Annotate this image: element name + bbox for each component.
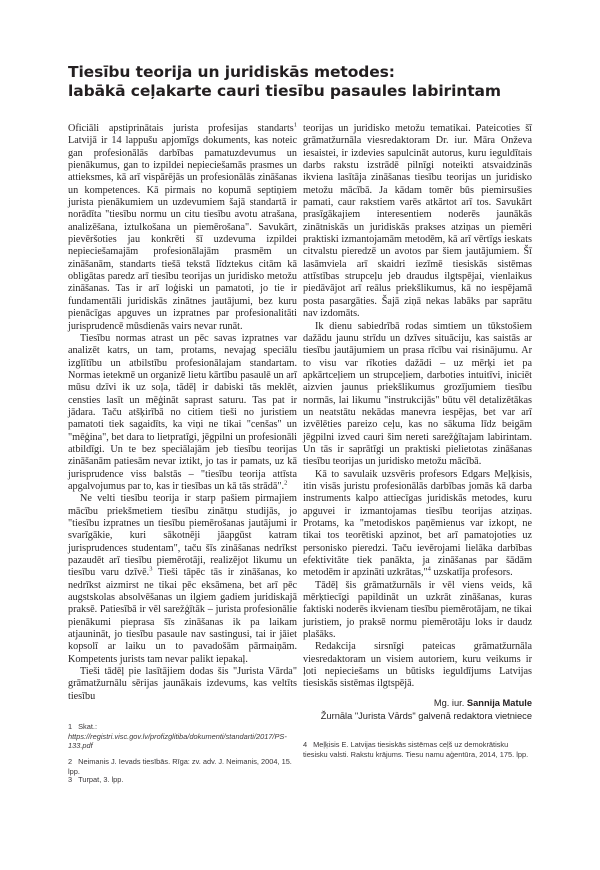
- footnote-3: [68, 775, 297, 785]
- paragraph-text: Tieši tāpēc tās ir zināšanas, ko nedrīkst aizmirst ne tikai pēc eksāmena, bet arī pēc augstskolas absolvēšanas un ilgiem gadiem juridiskajā praksē. Patiesībā ir vēl sarežģītāk – juristа profesionālie pienākumi pieprasa šīs zināšanas ik pa laikam atjaunināt, jo tiesību pasaule nav sastingusi, tai ir jāiet kopsolī ar laiku un to pavadošām pārmaiņām. Kompetents jurists tam nevar palikt iepakaļ.: [68, 567, 297, 665]
- paragraph-text: Tiesību normas atrast un pēc savas izpratnes var analizēt katrs, un tam, protams, nevajag speciālu izglītību un atbilstību profesionālajam standartam. Normas ietekmē un organizē lietu kārtību pasaulē un arī mūsu dzīvi ik uz soļa, tādēļ ir dabiski tās meklēt, censties lasīt un mēģināt saprast saturu. Tas pat ir jādara. Taču atšķirībā no citiem tieši no juristiem pamatoti tiek sagaidīts, ka viņi ne tikai "cenšas" un "mēģina", bet dara to lietpratīgi, jēgpilni un profesionāli atbildīgi. Un te bez speciālajām jeb tiesību teorijas zināšanām patiesām nevar iztikt, jo tas ir pamats, uz kā jurisprudence viss balstās – "tiesību teorija attīsta apgalvojumus par to, kas ir tiesības un kā tās strādā".: [68, 332, 297, 492]
- paragraph-text: Oficiāli apstiprinātais jurista profesijas standarts: [68, 123, 294, 134]
- paragraph: [68, 123, 297, 333]
- signature-degree: Mg. iur.: [433, 698, 467, 708]
- title-line-1: Tiesību teorija un juridiskās metodes:: [68, 63, 395, 81]
- footnote-ref: 2: [284, 479, 288, 487]
- footnote-ref: 4: [427, 565, 431, 573]
- paragraph-text: Ne velti tiesību teorija ir starp pašiem pirmajiem mācību priekšmetiem tiesību zinātņu studijās, jo "tiesību izpratnes un tiesību piemērošanas jautājumi ir svarīgākie, kuri sākotnēji jāapgūst katram jurisprudences studentam", taču šīs zināšanas nedrīkst pazaudēt arī tiesību piemērotāji, realizējot likumu un tiesību varu dzīvē.: [68, 493, 297, 579]
- paragraph: teorijas un juridisko metožu tematikai. Pateicoties šī grāmatžurnāla viesredaktoram Dr. iur. Mārа Onževa iesaistei, ir izdevies sapulcināt autorus, kuru ieguldītais darbs rakstu izstrādē pilnīgi noteikti atsvaidzinās ikviena lasītāja zināšanas tiesību teorijas un juridisko metožu mācībā. Ja kādam tomēr būs piemirsušies pamati, caur rakstiem varēs atkārtot arī tos. Savukārt prasīgākajiem interesentiem noderēs jaunākās zinātniskās un juridiskās prakses atziņas un piemēri praktiski izmantojamām metodēm, kā arī vērtīgs ieskats citvalstu pieredzē un avotos par šiem jautājumiem. Šī lasāmviela arī skaidri iezīmē tiesiskās sistēmas attīstības strupceļu jeb draudus ilgtspējai, vienlaikus piedāvājot arī reālus priekšlikumus, kā no iespējamā posta pasargāties. Šajā ziņā nekas labāks par saprātu nav izdomāts.: [303, 123, 532, 320]
- right-column: [303, 123, 532, 691]
- footnote-number: 1: [68, 722, 73, 731]
- paragraph: Tādēļ šis grāmatžurnāls ir vēl viens veids, kā mērķtiecīgi papildināt un uzkrāt zināšanas, kuras faktiski noderēs ikvienam tiesību piemērotājam, ne tikai juristiem, jo praksē normu piemērotāju loks ir daudz plašāks.: [303, 579, 532, 641]
- footnote-4: [303, 740, 532, 759]
- paragraph-text: uzskatīja profesors.: [430, 567, 513, 579]
- signature-role: Žurnāla "Jurista Vārds" galvenā redaktora vietniece: [320, 710, 532, 721]
- paragraph: Redakcija sirsnīgi pateicas grāmatžurnāla viesredaktoram un visiem autoriem, kuru veikums ir ļoti nepieciešams un būtisks ieguldījums Latvijas tiesiskās sistēmas ilgtspējā.: [303, 641, 532, 690]
- article-title: [68, 63, 538, 101]
- paragraph: [68, 333, 297, 493]
- footnote-number: 4: [303, 740, 308, 749]
- footnote-number: 3: [68, 775, 73, 784]
- footnote-ref: 3: [149, 565, 153, 573]
- footnote-text: Meļķisis E. Latvijas tiesiskās sistēmas ceļš uz demokrātisku tiesisku valsti. Rakstu krājums. Tiesu namu aģentūra, 2014, 175. lpp.: [303, 740, 529, 759]
- paragraph: [303, 469, 532, 580]
- signature: [303, 697, 532, 722]
- footnote-text: Turpat, 3. lpp.: [78, 775, 124, 784]
- title-line-2: labākā ceļakarte cauri tiesību pasaules labirintam: [68, 82, 501, 100]
- footnote-2: [68, 757, 297, 776]
- signature-name: Sannija Matule: [466, 698, 532, 708]
- paragraph-text: Kā to savulaik uzsvēris profesors Edgars Meļķisis, itin visās juristu profesionālās darbības jomās kā darba instruments kalpo attiecīgas juridiskās metodes, kuru apguvei ir izmantojamas tiesību teorijas atziņas. Protams, ka "metodiskos paņēmienus var izkopt, ne tikai tos teorētiski apzinot, bet arī pamatojoties uz personisko pieredzi. Taču ievērojami lielāka darbības efektivitāte tiek panākta, ja zināšanas par šādām metodēm ir apzināti uzkrātas,": [303, 468, 532, 579]
- footnote-number: 2: [68, 757, 73, 766]
- footnote-text: Neimanis J. Ievads tiesībās. Rīga: zv. adv. J. Neimanis, 2004, 15. lpp.: [68, 757, 292, 776]
- left-column: [68, 123, 297, 703]
- footnote-ref: 1: [293, 121, 297, 129]
- footnote-link[interactable]: https://registri.visc.gov.lv/profizglitiba/dokumenti/standarti/2017/PS-133.pdf: [68, 731, 287, 751]
- signature-name-line: [303, 697, 532, 710]
- footnote-text: Skat.:: [78, 722, 98, 731]
- paragraph-text: Latvijā ir 14 lappušu apjomīgs dokuments, kas noteic gan profesionālās darbības pamatuzdevumus un pienākumus, gan to izpildei nepieciešamās prasmes un attieksmes, kā arī vispārējās un profesionālās zināšanas un kompetences. Kā pirmais no kopumā septiņiem jurista pienākumiem un uzdevumiem šajā standartā ir norādīta "tiesību normu un citu tiesību avotu atrašana, analizēšana, iztulkošana un piemērošana". Savukārt, pievēršoties jau konkrēti šī uzdevuma izpildei nepieciešamajām profesionālajām prasmēm un zināšanām, standarts tiešā tekstā līdztekus citām kā obligātas paredz arī tiesību teorijas un juridisko metožu zināšanas. Tas ir arī loģiski un pamatoti, jo tie ir fundamentāli juridiskās zinātnes jautājumi, bez kuru pienācīgas apguves un izpratnes par profesionalitāti jurisprudencē mūsdienās vairs nevar runāt.: [68, 135, 297, 332]
- footnote-1: [68, 722, 287, 751]
- paragraph: Tieši tādēļ pie lasītājiem dodas šis "Jurista Vārda" grāmatžurnālu sērijas jaunākais izdevums, kas veltīts tiesību: [68, 666, 297, 702]
- paragraph: [68, 493, 297, 666]
- paragraph: Ik dienu sabiedrībā rodas simtiem un tūkstošiem dažādu jaunu strīdu un dzīves situāciju, kas saistās ar tiesību jautājumiem un prasa rīcību vai risinājumu. Ar to visu var rīkoties dažādi – uz mērķi iet pa apkārtceļiem un strupceļiem, darboties intuitīvi, iniciēt aizvien jaunus priekšlikumus grozījumiem tiesību normās, lai likumu "instrukcijās" būtu vēl detalizētākas un neatstātu nekādas manevra iespējas, bet var arī izvēlēties pareizo ceļu, kas no sākuma līdz beigām jēgpilni izved cauri šim nereti sarežģītajam labirintam. Un tās ir saprātīgi un praktiski pielietotas zināšanas tiesību teorijas un juridisko metožu mācībā.: [303, 320, 532, 468]
